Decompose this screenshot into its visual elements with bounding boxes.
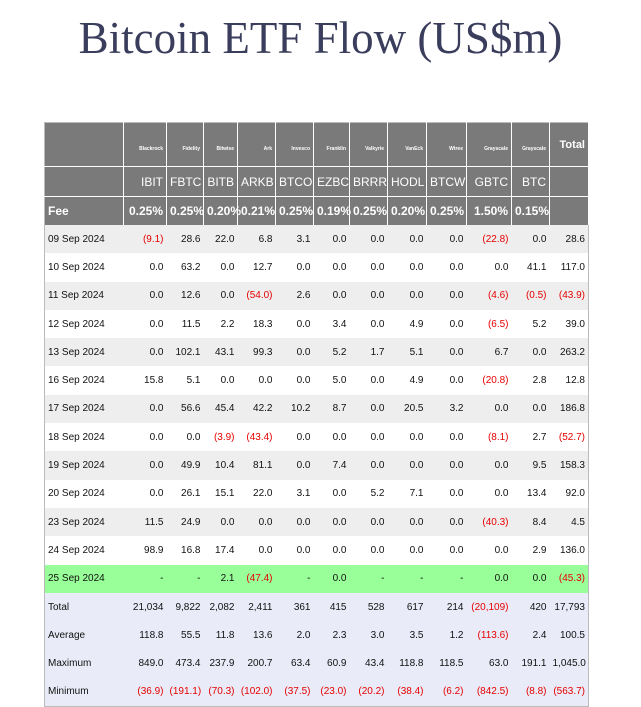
table-cell: 0.0 <box>124 253 167 281</box>
table-cell: 0.0 <box>427 366 467 394</box>
stats-row <box>45 621 589 649</box>
table-cell: 0.0 <box>388 423 427 451</box>
stats-row <box>45 678 589 707</box>
table-cell: 0.0 <box>467 395 512 423</box>
table-cell: (102.0) <box>238 678 276 707</box>
issuer-header-6: Franklin <box>314 123 350 167</box>
ticker-header-1: IBIT <box>124 167 167 197</box>
table-cell: 5.2 <box>350 480 388 508</box>
table-cell: 22.0 <box>204 225 238 253</box>
table-cell: 1,045.0 <box>550 649 589 677</box>
table-cell: 43.4 <box>350 649 388 677</box>
table-cell: (36.9) <box>124 678 167 707</box>
table-cell: 8.4 <box>512 508 550 536</box>
flow-table-body <box>45 225 589 707</box>
table-cell: 55.5 <box>167 621 204 649</box>
table-cell: 16.8 <box>167 536 204 564</box>
table-cell: 2,411 <box>238 593 276 621</box>
table-cell: 2.3 <box>314 621 350 649</box>
table-cell: 0.0 <box>350 225 388 253</box>
issuer-header-row <box>45 123 589 167</box>
table-cell: 0.0 <box>427 423 467 451</box>
table-row-label: 10 Sep 2024 <box>45 253 124 281</box>
table-cell: 12.7 <box>238 253 276 281</box>
table-cell: - <box>350 565 388 593</box>
table-row-label: 25 Sep 2024 <box>45 565 124 593</box>
table-cell: 186.8 <box>550 395 589 423</box>
table-cell: 117.0 <box>550 253 589 281</box>
table-cell: 6.7 <box>467 338 512 366</box>
ticker-header-0 <box>45 167 124 197</box>
stats-row-label: Minimum <box>45 678 124 707</box>
table-cell: - <box>124 565 167 593</box>
table-cell: 49.9 <box>167 451 204 479</box>
table-cell: 15.1 <box>204 480 238 508</box>
table-cell: 0.0 <box>314 480 350 508</box>
table-cell: 0.0 <box>124 310 167 338</box>
table-cell: (22.8) <box>467 225 512 253</box>
table-cell: 13.6 <box>238 621 276 649</box>
etf-flow-table <box>44 122 589 707</box>
ticker-header-2: FBTC <box>167 167 204 197</box>
table-row <box>45 338 589 366</box>
table-cell: 39.0 <box>550 310 589 338</box>
table-cell: 11.8 <box>204 621 238 649</box>
table-cell: 0.0 <box>388 282 427 310</box>
table-cell: 5.0 <box>314 366 350 394</box>
table-cell: 0.0 <box>314 565 350 593</box>
table-cell: 0.0 <box>276 338 314 366</box>
table-cell: 0.0 <box>467 565 512 593</box>
table-cell: 8.7 <box>314 395 350 423</box>
table-cell: 2.7 <box>512 423 550 451</box>
ticker-header-6: EZBC <box>314 167 350 197</box>
fee-header-12 <box>550 197 589 226</box>
table-cell: 2.9 <box>512 536 550 564</box>
ticker-header-3: BITB <box>204 167 238 197</box>
table-cell: 0.0 <box>350 451 388 479</box>
table-cell: 10.2 <box>276 395 314 423</box>
ticker-header-9: BTCW <box>427 167 467 197</box>
table-row-label: 24 Sep 2024 <box>45 536 124 564</box>
table-row <box>45 565 589 593</box>
table-cell: (47.4) <box>238 565 276 593</box>
ticker-header-8: HODL <box>388 167 427 197</box>
table-cell: 0.0 <box>124 395 167 423</box>
table-cell: 415 <box>314 593 350 621</box>
table-cell: 0.0 <box>388 451 427 479</box>
table-cell: 0.0 <box>276 310 314 338</box>
table-cell: 12.8 <box>550 366 589 394</box>
table-cell: 3.5 <box>388 621 427 649</box>
fee-header-6: 0.19% <box>314 197 350 226</box>
table-cell: 63.0 <box>467 649 512 677</box>
stats-row-label: Average <box>45 621 124 649</box>
table-cell: (3.9) <box>204 423 238 451</box>
fee-header-8: 0.20% <box>388 197 427 226</box>
table-cell: 56.6 <box>167 395 204 423</box>
table-cell: 0.0 <box>350 282 388 310</box>
table-cell: 4.9 <box>388 310 427 338</box>
table-row <box>45 310 589 338</box>
issuer-header-1: Blackrock <box>124 123 167 167</box>
table-row-label: 16 Sep 2024 <box>45 366 124 394</box>
table-cell: (43.9) <box>550 282 589 310</box>
table-cell: 0.0 <box>427 480 467 508</box>
table-cell: 0.0 <box>467 536 512 564</box>
fee-header-7: 0.25% <box>350 197 388 226</box>
table-row-label: 19 Sep 2024 <box>45 451 124 479</box>
table-cell: 1.7 <box>350 338 388 366</box>
table-cell: (0.5) <box>512 282 550 310</box>
table-cell: 22.0 <box>238 480 276 508</box>
table-cell: 15.8 <box>124 366 167 394</box>
fee-header-row <box>45 197 589 226</box>
stats-row-label: Total <box>45 593 124 621</box>
table-cell: 0.0 <box>350 508 388 536</box>
table-cell: 0.0 <box>467 451 512 479</box>
ticker-header-row <box>45 167 589 197</box>
table-cell: 158.3 <box>550 451 589 479</box>
table-cell: 13.4 <box>512 480 550 508</box>
table-cell: 2,082 <box>204 593 238 621</box>
table-cell: 849.0 <box>124 649 167 677</box>
table-cell: 0.0 <box>427 451 467 479</box>
table-cell: 0.0 <box>124 423 167 451</box>
table-cell: 20.5 <box>388 395 427 423</box>
table-row <box>45 282 589 310</box>
table-cell: 0.0 <box>314 508 350 536</box>
table-cell: 0.0 <box>276 451 314 479</box>
table-cell: 10.4 <box>204 451 238 479</box>
issuer-header-9: Wtree <box>427 123 467 167</box>
ticker-header-12 <box>550 167 589 197</box>
table-cell: 0.0 <box>204 366 238 394</box>
table-cell: 41.1 <box>512 253 550 281</box>
table-cell: 0.0 <box>124 338 167 366</box>
table-cell: 0.0 <box>276 423 314 451</box>
table-cell: 0.0 <box>276 366 314 394</box>
fee-header-10: 1.50% <box>467 197 512 226</box>
table-cell: 6.8 <box>238 225 276 253</box>
table-row-label: 12 Sep 2024 <box>45 310 124 338</box>
ticker-header-5: BTCO <box>276 167 314 197</box>
table-cell: 2.1 <box>204 565 238 593</box>
table-cell: 0.0 <box>350 423 388 451</box>
table-cell: 4.5 <box>550 508 589 536</box>
table-cell: 2.6 <box>276 282 314 310</box>
table-cell: 63.4 <box>276 649 314 677</box>
table-cell: 9.5 <box>512 451 550 479</box>
issuer-header-3: Bitwise <box>204 123 238 167</box>
table-cell: 191.1 <box>512 649 550 677</box>
table-cell: 11.5 <box>124 508 167 536</box>
table-cell: (563.7) <box>550 678 589 707</box>
table-row <box>45 451 589 479</box>
table-cell: 4.9 <box>388 366 427 394</box>
table-cell: 5.2 <box>512 310 550 338</box>
table-cell: 5.1 <box>388 338 427 366</box>
table-cell: 100.5 <box>550 621 589 649</box>
table-cell: 0.0 <box>124 451 167 479</box>
fee-header-1: 0.25% <box>124 197 167 226</box>
table-cell: 2.0 <box>276 621 314 649</box>
table-cell: 0.0 <box>388 253 427 281</box>
table-row <box>45 253 589 281</box>
table-cell: 3.1 <box>276 225 314 253</box>
ticker-header-7: BRRR <box>350 167 388 197</box>
fee-header-2: 0.25% <box>167 197 204 226</box>
table-cell: 2.8 <box>512 366 550 394</box>
table-cell: 0.0 <box>314 536 350 564</box>
issuer-header-5: Invesco <box>276 123 314 167</box>
table-cell: 0.0 <box>512 395 550 423</box>
table-cell: 214 <box>427 593 467 621</box>
table-cell: 528 <box>350 593 388 621</box>
table-cell: 60.9 <box>314 649 350 677</box>
table-cell: 12.6 <box>167 282 204 310</box>
table-cell: 0.0 <box>276 253 314 281</box>
table-cell: 98.9 <box>124 536 167 564</box>
stats-row <box>45 649 589 677</box>
table-cell: 0.0 <box>467 480 512 508</box>
table-cell: 0.0 <box>388 508 427 536</box>
table-cell: 0.0 <box>512 225 550 253</box>
table-cell: 0.0 <box>124 480 167 508</box>
stats-row <box>45 593 589 621</box>
table-cell: 7.4 <box>314 451 350 479</box>
table-cell: - <box>427 565 467 593</box>
table-cell: 0.0 <box>238 366 276 394</box>
table-cell: 0.0 <box>238 536 276 564</box>
ticker-header-10: GBTC <box>467 167 512 197</box>
table-cell: (70.3) <box>204 678 238 707</box>
table-cell: 102.1 <box>167 338 204 366</box>
fee-header-9: 0.25% <box>427 197 467 226</box>
table-cell: 0.0 <box>350 395 388 423</box>
issuer-header-10: Grayscale <box>467 123 512 167</box>
table-row-label: 09 Sep 2024 <box>45 225 124 253</box>
fee-header-11: 0.15% <box>512 197 550 226</box>
table-cell: 0.0 <box>427 310 467 338</box>
table-row <box>45 366 589 394</box>
table-cell: (113.6) <box>467 621 512 649</box>
table-cell: 118.8 <box>388 649 427 677</box>
table-cell: - <box>276 565 314 593</box>
ticker-header-11: BTC <box>512 167 550 197</box>
table-cell: 0.0 <box>204 282 238 310</box>
table-cell: (37.5) <box>276 678 314 707</box>
ticker-header-4: ARKB <box>238 167 276 197</box>
table-cell: 2.4 <box>512 621 550 649</box>
table-cell: (20.2) <box>350 678 388 707</box>
table-cell: 3.1 <box>276 480 314 508</box>
table-row-label: 17 Sep 2024 <box>45 395 124 423</box>
table-cell: (43.4) <box>238 423 276 451</box>
table-cell: 0.0 <box>427 508 467 536</box>
issuer-header-2: Fidelity <box>167 123 204 167</box>
table-cell: 3.0 <box>350 621 388 649</box>
table-cell: (842.5) <box>467 678 512 707</box>
table-row <box>45 225 589 253</box>
table-cell: 45.4 <box>204 395 238 423</box>
issuer-header-7: Valkyrie <box>350 123 388 167</box>
table-cell: 0.0 <box>204 508 238 536</box>
table-cell: 0.0 <box>314 225 350 253</box>
table-cell: 24.9 <box>167 508 204 536</box>
table-row-label: 18 Sep 2024 <box>45 423 124 451</box>
table-cell: 0.0 <box>276 536 314 564</box>
table-cell: 136.0 <box>550 536 589 564</box>
table-row <box>45 508 589 536</box>
table-cell: 17.4 <box>204 536 238 564</box>
table-cell: 237.9 <box>204 649 238 677</box>
table-row <box>45 395 589 423</box>
table-cell: - <box>167 565 204 593</box>
table-row-label: 13 Sep 2024 <box>45 338 124 366</box>
table-cell: 0.0 <box>427 338 467 366</box>
table-cell: 21,034 <box>124 593 167 621</box>
table-row <box>45 423 589 451</box>
table-cell: 0.0 <box>238 508 276 536</box>
table-cell: 200.7 <box>238 649 276 677</box>
table-cell: 473.4 <box>167 649 204 677</box>
table-cell: (9.1) <box>124 225 167 253</box>
table-cell: (20,109) <box>467 593 512 621</box>
table-cell: 3.4 <box>314 310 350 338</box>
table-cell: 2.2 <box>204 310 238 338</box>
table-cell: 17,793 <box>550 593 589 621</box>
table-cell: (23.0) <box>314 678 350 707</box>
table-cell: 18.3 <box>238 310 276 338</box>
issuer-header-8: VanEck <box>388 123 427 167</box>
fee-header-4: 0.21% <box>238 197 276 226</box>
table-cell: 118.8 <box>124 621 167 649</box>
issuer-header-12: Total <box>550 123 589 167</box>
table-cell: 3.2 <box>427 395 467 423</box>
table-cell: 0.0 <box>467 253 512 281</box>
table-cell: (54.0) <box>238 282 276 310</box>
table-cell: 0.0 <box>350 253 388 281</box>
table-cell: 63.2 <box>167 253 204 281</box>
table-cell: 0.0 <box>350 310 388 338</box>
table-cell: 0.0 <box>350 536 388 564</box>
stats-row-label: Maximum <box>45 649 124 677</box>
table-row <box>45 480 589 508</box>
table-cell: 5.2 <box>314 338 350 366</box>
table-cell: 0.0 <box>350 366 388 394</box>
fee-header-3: 0.20% <box>204 197 238 226</box>
table-cell: 617 <box>388 593 427 621</box>
table-cell: - <box>388 565 427 593</box>
table-cell: (8.1) <box>467 423 512 451</box>
table-cell: 1.2 <box>427 621 467 649</box>
table-cell: (40.3) <box>467 508 512 536</box>
issuer-header-11: Grayscale <box>512 123 550 167</box>
table-cell: 42.2 <box>238 395 276 423</box>
table-cell: (8.8) <box>512 678 550 707</box>
table-cell: 0.0 <box>512 338 550 366</box>
table-cell: (20.8) <box>467 366 512 394</box>
table-row-label: 11 Sep 2024 <box>45 282 124 310</box>
table-cell: (191.1) <box>167 678 204 707</box>
table-cell: (45.3) <box>550 565 589 593</box>
table-cell: 361 <box>276 593 314 621</box>
table-cell: 0.0 <box>512 565 550 593</box>
table-cell: 0.0 <box>276 508 314 536</box>
table-cell: 0.0 <box>314 282 350 310</box>
table-cell: 7.1 <box>388 480 427 508</box>
table-cell: 0.0 <box>314 423 350 451</box>
table-cell: 92.0 <box>550 480 589 508</box>
table-cell: 11.5 <box>167 310 204 338</box>
fee-header-5: 0.25% <box>276 197 314 226</box>
table-row-label: 23 Sep 2024 <box>45 508 124 536</box>
issuer-header-0 <box>45 123 124 167</box>
page-title: Bitcoin ETF Flow (US$m) <box>78 13 563 63</box>
table-cell: 263.2 <box>550 338 589 366</box>
table-cell: 43.1 <box>204 338 238 366</box>
table-cell: 0.0 <box>388 225 427 253</box>
table-cell: 28.6 <box>167 225 204 253</box>
issuer-header-4: Ark <box>238 123 276 167</box>
table-cell: (52.7) <box>550 423 589 451</box>
table-cell: 0.0 <box>388 536 427 564</box>
table-cell: 118.5 <box>427 649 467 677</box>
table-cell: 0.0 <box>427 536 467 564</box>
table-cell: 0.0 <box>204 253 238 281</box>
table-cell: 0.0 <box>167 423 204 451</box>
table-row-label: 20 Sep 2024 <box>45 480 124 508</box>
table-cell: 0.0 <box>314 253 350 281</box>
table-cell: 420 <box>512 593 550 621</box>
table-cell: (6.5) <box>467 310 512 338</box>
table-cell: 26.1 <box>167 480 204 508</box>
table-row <box>45 536 589 564</box>
table-cell: 0.0 <box>427 253 467 281</box>
table-cell: (6.2) <box>427 678 467 707</box>
table-cell: 81.1 <box>238 451 276 479</box>
table-cell: 28.6 <box>550 225 589 253</box>
table-cell: 9,822 <box>167 593 204 621</box>
table-cell: (38.4) <box>388 678 427 707</box>
table-cell: 0.0 <box>427 282 467 310</box>
table-cell: 0.0 <box>427 225 467 253</box>
table-cell: 99.3 <box>238 338 276 366</box>
table-cell: 0.0 <box>124 282 167 310</box>
table-cell: 5.1 <box>167 366 204 394</box>
table-cell: (4.6) <box>467 282 512 310</box>
fee-header-0: Fee <box>45 197 124 226</box>
